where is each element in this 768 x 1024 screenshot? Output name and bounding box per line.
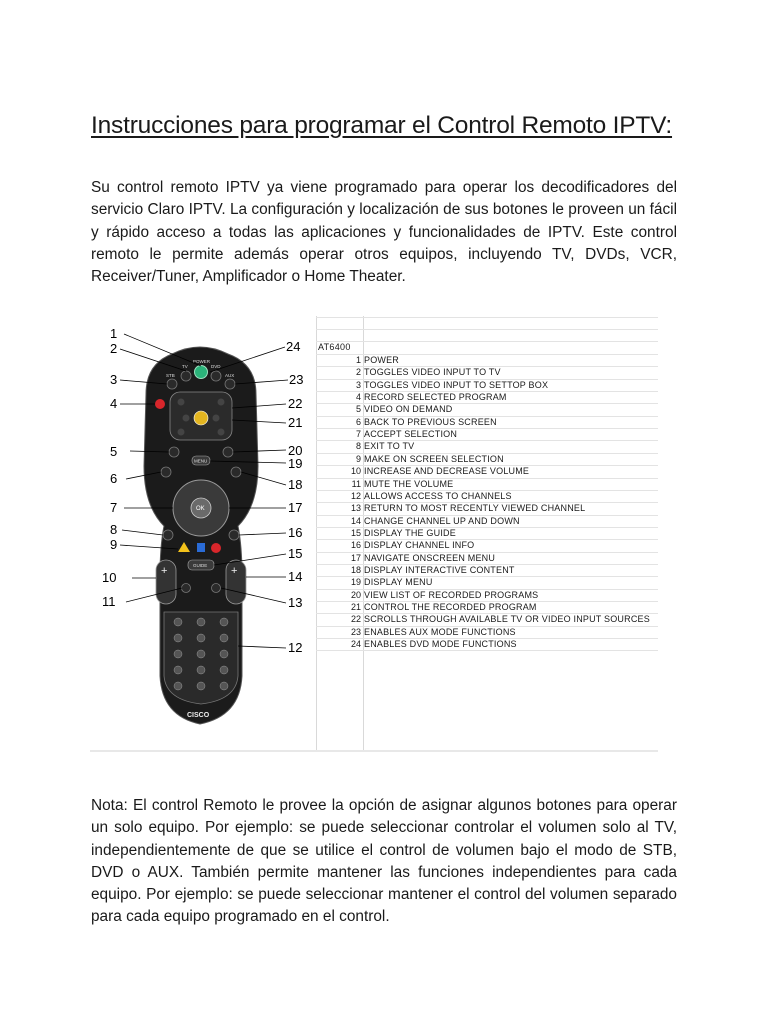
callout-6: 6 <box>110 471 118 486</box>
note-paragraph: Nota: El control Remoto le provee la opción de asignar algunos botones para operar un solo equipo. Por ejemplo: se puede seleccionar controlar el volumen solo al TV, independientemente de que se utilice el control de volumen bajo el modo de STB, DVD o AUX. También permite mantener las funciones independientes para cada equipo. Por ejemplo: se puede seleccionar mantener el control del volumen separado para cada equipo programado en el control. <box>91 797 677 926</box>
legend-number: 14 <box>350 515 361 526</box>
legend-number: 5 <box>355 404 361 415</box>
callout-20: 20 <box>288 443 303 458</box>
callout-22: 22 <box>288 396 303 411</box>
legend-number: 19 <box>350 577 361 588</box>
callout-5: 5 <box>110 444 118 459</box>
legend-number: 3 <box>355 379 361 390</box>
guide-label: GUIDE <box>193 563 208 568</box>
intro-paragraph: Su control remoto IPTV ya viene programado para operar los decodificadores del servicio Claro IPTV. La configuración y localización de sus botones le proveen un fácil y rápido acceso a todas las aplicaciones y funcionalidades de IPTV. Este control remoto le permite además operar otros equipos, incluyendo TV, DVDs, VCR, Receiver/Tuner, Amplificador o Home Theater. <box>91 179 677 286</box>
callout-21: 21 <box>288 415 303 430</box>
callout-23: 23 <box>289 372 304 387</box>
legend-number: 17 <box>350 552 361 563</box>
legend-text: MAKE ON SCREEN SELECTION <box>364 453 504 464</box>
record-button <box>155 399 165 409</box>
legend-text: INCREASE AND DECREASE VOLUME <box>364 466 530 477</box>
tv-label: TV <box>182 364 188 369</box>
callout-19: 19 <box>288 456 303 471</box>
callout-24: 24 <box>286 339 301 354</box>
legend-number: 1 <box>355 355 361 365</box>
cisco-logo: CISCO <box>187 712 210 719</box>
svg-text:+: + <box>231 565 238 577</box>
legend-number: 7 <box>355 429 361 440</box>
legend-text: EXIT TO TV <box>364 441 415 452</box>
model-label: AT6400 <box>318 342 351 352</box>
legend-text: DISPLAY INTERACTIVE CONTENT <box>364 564 515 575</box>
page-title: Instrucciones para programar el Control Remoto IPTV: <box>91 112 673 139</box>
legend-text: ENABLES DVD MODE FUNCTIONS <box>364 639 517 650</box>
legend-text: ENABLES AUX MODE FUNCTIONS <box>364 626 516 637</box>
legend-text: SCROLLS THROUGH AVAILABLE TV OR VIDEO INPUT SOURCES <box>364 614 650 625</box>
legend-text: TOGGLES VIDEO INPUT TO SETTOP BOX <box>364 379 549 390</box>
legend-text: ALLOWS ACCESS TO CHANNELS <box>364 490 512 501</box>
legend-number: 13 <box>350 503 361 514</box>
legend-text: DISPLAY THE GUIDE <box>364 527 456 538</box>
legend-text: BACK TO PREVIOUS SCREEN <box>364 416 497 427</box>
legend-number: 23 <box>350 626 361 637</box>
svg-text:+: + <box>161 565 168 577</box>
legend-number: 8 <box>355 441 361 452</box>
legend-number: 24 <box>350 639 361 650</box>
callout-11: 11 <box>102 594 116 609</box>
legend-number: 6 <box>355 416 361 427</box>
legend-text: VIEW LIST OF RECORDED PROGRAMS <box>364 589 539 600</box>
dvd-label: DVD <box>211 364 221 369</box>
legend-text: MUTE THE VOLUME <box>364 478 454 489</box>
remote-figure <box>90 316 658 752</box>
ok-label: OK <box>196 506 205 512</box>
legend-text: RECORD SELECTED PROGRAM <box>364 392 507 403</box>
callout-8: 8 <box>110 522 118 537</box>
callout-18: 18 <box>288 477 303 492</box>
legend-text: DISPLAY MENU <box>364 577 433 588</box>
callout-15: 15 <box>288 546 303 561</box>
callout-17: 17 <box>288 500 303 515</box>
legend-text: CONTROL THE RECORDED PROGRAM <box>364 602 537 612</box>
legend-number: 9 <box>355 453 361 464</box>
legend-number: 16 <box>350 540 361 551</box>
stb-label: STB <box>166 373 175 378</box>
menu-label: MENU <box>194 458 208 464</box>
legend-number: 10 <box>350 466 361 477</box>
remote-diagram <box>90 316 316 752</box>
callout-12: 12 <box>288 640 303 655</box>
callout-7: 7 <box>110 500 118 515</box>
callout-16: 16 <box>288 525 303 540</box>
legend-number: 21 <box>350 602 361 612</box>
legend-text: CHANGE CHANNEL UP AND DOWN <box>364 515 520 526</box>
callout-2: 2 <box>110 341 118 356</box>
power-label: POWER <box>193 359 211 364</box>
legend-number: 20 <box>350 589 361 600</box>
callout-9: 9 <box>110 537 118 552</box>
callout-14: 14 <box>288 569 303 584</box>
legend-number: 18 <box>350 564 361 575</box>
legend-text: DISPLAY CHANNEL INFO <box>364 540 475 551</box>
legend-number: 11 <box>351 478 361 489</box>
aux-label: AUX <box>225 373 235 378</box>
legend-text: RETURN TO MOST RECENTLY VIEWED CHANNEL <box>364 503 586 514</box>
legend-number: 12 <box>350 490 361 501</box>
legend-text: ACCEPT SELECTION <box>364 429 458 440</box>
legend-text: NAVIGATE ONSCREEN MENU <box>364 552 496 563</box>
legend-number: 22 <box>350 614 361 625</box>
legend-text: POWER <box>364 355 400 365</box>
legend-number: 4 <box>355 392 361 403</box>
legend-number: 2 <box>355 367 361 378</box>
legend-text: TOGGLES VIDEO INPUT TO TV <box>364 367 501 378</box>
callout-13: 13 <box>288 595 303 610</box>
legend-number: 15 <box>350 527 361 538</box>
callout-4: 4 <box>110 396 118 411</box>
callout-3: 3 <box>110 372 118 387</box>
callout-1: 1 <box>110 326 118 341</box>
legend-sheet <box>316 316 658 752</box>
legend-text: VIDEO ON DEMAND <box>364 404 453 415</box>
callout-10: 10 <box>102 570 117 585</box>
